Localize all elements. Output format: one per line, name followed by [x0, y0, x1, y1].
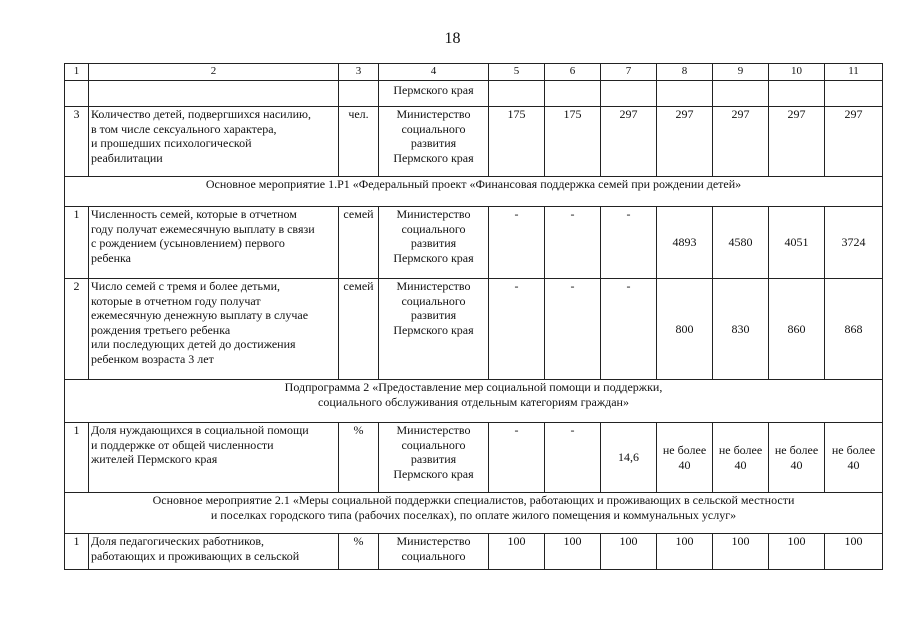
- value-cell: 297: [825, 107, 883, 177]
- section-title: Основное мероприятие 1.Р1 «Федеральный проект «Финансовая поддержка семей при рождении детей»: [65, 177, 883, 207]
- executor-cell: Министерство социального развития Пермского края: [379, 207, 489, 279]
- unit-cell: семей: [339, 207, 379, 279]
- value-cell: 100: [545, 534, 601, 570]
- table-row: [65, 279, 883, 380]
- column-header: 10: [769, 64, 825, 81]
- value-cell: 14,6: [601, 423, 657, 493]
- value-cell: -: [545, 207, 601, 279]
- indicator-name: Количество детей, подвергшихся насилию, в том числе сексуального характера, и прошедших психологической реабилитации: [89, 107, 339, 177]
- value-cell: не более 40: [769, 423, 825, 493]
- value-cell: 100: [601, 534, 657, 570]
- value-cell: 100: [769, 534, 825, 570]
- section-row: [65, 493, 883, 534]
- column-header: 2: [89, 64, 339, 81]
- value-cell: 100: [489, 534, 545, 570]
- value-cell: 830: [713, 279, 769, 380]
- indicator-name: Доля педагогических работников, работающих и проживающих в сельской: [89, 534, 339, 570]
- value-cell: не более 40: [713, 423, 769, 493]
- table-row: [65, 534, 883, 570]
- continuation-row: [65, 81, 883, 107]
- section-title: Основное мероприятие 2.1 «Меры социальной поддержки специалистов, работающих и проживающих в сельской местности и поселках городского типа (рабочих поселках), по оплате жилого помещения и коммунальных услуг»: [65, 493, 883, 534]
- value-cell: -: [545, 423, 601, 493]
- value-cell: 100: [713, 534, 769, 570]
- value-cell: 297: [601, 107, 657, 177]
- value-cell: 3724: [825, 207, 883, 279]
- table-row: [65, 423, 883, 493]
- value-cell: 297: [713, 107, 769, 177]
- value-cell: -: [489, 279, 545, 380]
- column-header: 6: [545, 64, 601, 81]
- column-header: 7: [601, 64, 657, 81]
- executor-cell: Министерство социального: [379, 534, 489, 570]
- value-cell: 175: [545, 107, 601, 177]
- column-header: 11: [825, 64, 883, 81]
- unit-cell: чел.: [339, 107, 379, 177]
- value-cell: 4893: [657, 207, 713, 279]
- unit-cell: семей: [339, 279, 379, 380]
- section-row: [65, 380, 883, 423]
- row-number: 3: [65, 107, 89, 177]
- column-header: 4: [379, 64, 489, 81]
- column-number-row: [65, 64, 883, 81]
- row-number: 1: [65, 534, 89, 570]
- indicator-name: Численность семей, которые в отчетном году получат ежемесячную выплату в связи с рождением (усыновлением) первого ребенка: [89, 207, 339, 279]
- section-row: [65, 177, 883, 207]
- section-title: Подпрограмма 2 «Предоставление мер социальной помощи и поддержки, социального обслуживания отдельным категориям граждан»: [65, 380, 883, 423]
- value-cell: -: [545, 279, 601, 380]
- column-header: 9: [713, 64, 769, 81]
- indicators-table: [64, 63, 883, 570]
- executor-cell: Пермского края: [379, 81, 489, 107]
- value-cell: 4051: [769, 207, 825, 279]
- table-row: [65, 107, 883, 177]
- value-cell: 860: [769, 279, 825, 380]
- column-header: 3: [339, 64, 379, 81]
- column-header: 8: [657, 64, 713, 81]
- value-cell: 868: [825, 279, 883, 380]
- value-cell: 4580: [713, 207, 769, 279]
- value-cell: не более 40: [657, 423, 713, 493]
- executor-cell: Министерство социального развития Пермского края: [379, 107, 489, 177]
- row-number: 1: [65, 207, 89, 279]
- executor-cell: Министерство социального развития Пермского края: [379, 279, 489, 380]
- value-cell: не более 40: [825, 423, 883, 493]
- unit-cell: %: [339, 423, 379, 493]
- row-number: 1: [65, 423, 89, 493]
- column-header: 5: [489, 64, 545, 81]
- indicator-name: Доля нуждающихся в социальной помощи и поддержке от общей численности жителей Пермского края: [89, 423, 339, 493]
- value-cell: 100: [825, 534, 883, 570]
- indicator-name: Число семей с тремя и более детьми, которые в отчетном году получат ежемесячную денежную выплату в случае рождения третьего ребенка или последующих детей до достижения ребенком возраста 3 лет: [89, 279, 339, 380]
- value-cell: 175: [489, 107, 545, 177]
- row-number: 2: [65, 279, 89, 380]
- executor-cell: Министерство социального развития Пермского края: [379, 423, 489, 493]
- value-cell: 297: [657, 107, 713, 177]
- value-cell: 297: [769, 107, 825, 177]
- column-header: 1: [65, 64, 89, 81]
- value-cell: 100: [657, 534, 713, 570]
- page-number: 18: [444, 30, 461, 47]
- value-cell: -: [601, 207, 657, 279]
- table-row: [65, 207, 883, 279]
- value-cell: -: [601, 279, 657, 380]
- value-cell: -: [489, 423, 545, 493]
- value-cell: -: [489, 207, 545, 279]
- unit-cell: %: [339, 534, 379, 570]
- value-cell: 800: [657, 279, 713, 380]
